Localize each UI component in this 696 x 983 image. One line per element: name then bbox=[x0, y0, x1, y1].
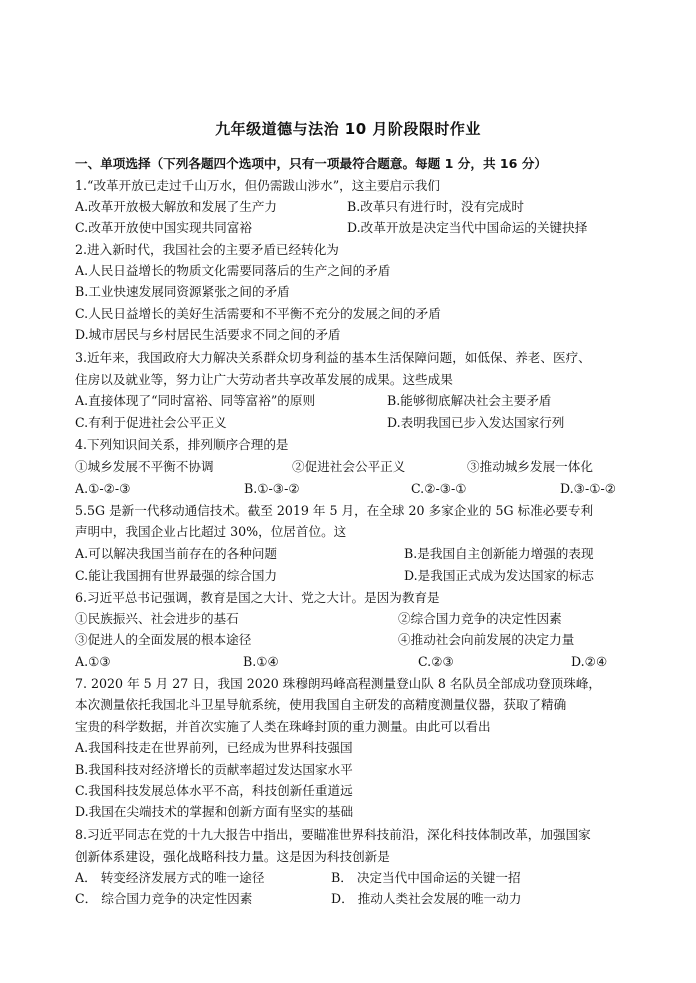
question-8-option-d: D． 推动人类社会发展的唯一动力 bbox=[331, 891, 522, 906]
question-7-option-b: B.我国科技对经济增长的贡献率超过发达国家水平 bbox=[75, 762, 353, 777]
question-1-stem: 1.“改革开放已走过千山万水，但仍需跋山涉水”，这主要启示我们 bbox=[75, 178, 440, 193]
question-2-option-a: A.人民日益增长的物质文化需要同落后的生产之间的矛盾 bbox=[75, 263, 391, 278]
question-6-stem: 6.习近平总书记强调，教育是国之大计、党之大计。是因为教育是 bbox=[75, 590, 440, 605]
question-4-item-2: ②促进社会公平正义 bbox=[292, 459, 406, 474]
question-3-option-a: A.直接体现了“同时富裕、同等富裕”的原则 bbox=[75, 393, 316, 408]
question-8-stem-line2: 创新体系建设，强化战略科技力量。这是因为科技创新是 bbox=[75, 849, 390, 864]
question-4-item-3: ③推动城乡发展一体化 bbox=[467, 459, 593, 474]
question-2-option-d: D.城市居民与乡村居民生活要求不同之间的矛盾 bbox=[75, 327, 341, 342]
question-6-item-2: ②综合国力竞争的决定性因素 bbox=[398, 611, 562, 626]
question-8-option-c: C． 综合国力竞争的决定性因素 bbox=[75, 891, 253, 906]
question-3-option-b: B.能够彻底解决社会主要矛盾 bbox=[387, 393, 552, 408]
question-6-item-4: ④推动社会向前发展的决定力量 bbox=[398, 632, 575, 647]
question-7-stem-line1: 7. 2020 年 5 月 27 日，我国 2020 珠穆朗玛峰高程测量登山队 8 名队员全部成功登顶珠峰， bbox=[75, 676, 602, 691]
question-3-stem-line1: 3.近年来，我国政府大力解决关系群众切身利益的基本生活保障问题，如低保、养老、医疗、 bbox=[75, 350, 591, 365]
question-7-option-c: C.我国科技发展总体水平不高，科技创新任重道远 bbox=[75, 783, 353, 798]
question-4-option-c: C.②-③-① bbox=[411, 481, 467, 496]
question-3-option-c: C.有利于促进社会公平正义 bbox=[75, 415, 227, 430]
page-title: 九年级道德与法治 10 月阶段限时作业 bbox=[215, 120, 481, 138]
question-4-item-1: ①城乡发展不平衡不协调 bbox=[75, 459, 214, 474]
question-1-option-c: C.改革开放使中国实现共同富裕 bbox=[75, 220, 252, 235]
question-4-option-b: B.①-③-② bbox=[244, 481, 300, 496]
question-1-option-a: A.改革开放极大解放和发展了生产力 bbox=[75, 199, 278, 214]
question-8-stem-line1: 8.习近平同志在党的十九大报告中指出，要瞄准世界科技前沿，深化科技体制改革，加强国家 bbox=[75, 827, 591, 842]
question-4-option-d: D.③-①-② bbox=[560, 481, 617, 496]
question-6-item-3: ③促进人的全面发展的根本途径 bbox=[75, 632, 252, 647]
question-2-option-c: C.人民日益增长的美好生活需要和不平衡不充分的发展之间的矛盾 bbox=[75, 306, 441, 321]
question-4-option-a: A.①-②-③ bbox=[75, 481, 131, 496]
question-5-option-d: D.是我国正式成为发达国家的标志 bbox=[404, 568, 594, 583]
question-7-option-a: A.我国科技走在世界前列，已经成为世界科技强国 bbox=[75, 740, 353, 755]
question-7-stem-line3: 宝贵的科学数据，并首次实施了人类在珠峰封顶的重力测量。由此可以看出 bbox=[75, 719, 491, 734]
question-3-stem-line2: 住房以及就业等，努力让广大劳动者共享改革发展的成果。这些成果 bbox=[75, 372, 453, 387]
question-3-option-d: D.表明我国已步入发达国家行列 bbox=[387, 415, 565, 430]
question-5-option-b: B.是我国自主创新能力增强的表现 bbox=[404, 546, 594, 561]
question-1-option-b: B.改革只有进行时，没有完成时 bbox=[347, 199, 524, 214]
question-8-option-b: B． 决定当代中国命运的关键一招 bbox=[331, 870, 521, 885]
question-8-option-a: A． 转变经济发展方式的唯一途径 bbox=[75, 870, 265, 885]
section-heading: 一、单项选择（下列各题四个选项中，只有一项最符合题意。每题 1 分，共 16 分） bbox=[75, 156, 548, 171]
question-6-option-d: D.②④ bbox=[571, 654, 608, 669]
question-4-stem: 4.下列知识间关系，排列顺序合理的是 bbox=[75, 437, 289, 452]
question-5-stem-line2: 声明中，我国企业占比超过 30%，位居首位。这 bbox=[75, 524, 347, 539]
question-5-option-c: C.能让我国拥有世界最强的综合国力 bbox=[75, 568, 278, 583]
question-6-option-b: B.①④ bbox=[243, 654, 279, 669]
question-5-option-a: A.可以解决我国当前存在的各种问题 bbox=[75, 546, 278, 561]
question-5-stem-line1: 5.5G 是新一代移动通信技术。截至 2019 年 5 月，在全球 20 多家企业的 5G 标准必要专利 bbox=[75, 503, 594, 518]
question-2-stem: 2.进入新时代，我国社会的主要矛盾已经转化为 bbox=[75, 242, 339, 257]
question-1-option-d: D.改革开放是决定当代中国命运的关键抉择 bbox=[347, 220, 588, 235]
question-6-item-1: ①民族振兴、社会进步的基石 bbox=[75, 611, 239, 626]
question-6-option-c: C.②③ bbox=[418, 654, 454, 669]
question-6-option-a: A.①③ bbox=[75, 654, 111, 669]
question-7-stem-line2: 本次测量依托我国北斗卫星导航系统，使用我国自主研发的高精度测量仪器，获取了精确 bbox=[75, 697, 567, 712]
question-2-option-b: B.工业快速发展同资源紧张之间的矛盾 bbox=[75, 284, 290, 299]
question-7-option-d: D.我国在尖端技术的掌握和创新方面有坚实的基础 bbox=[75, 804, 354, 819]
